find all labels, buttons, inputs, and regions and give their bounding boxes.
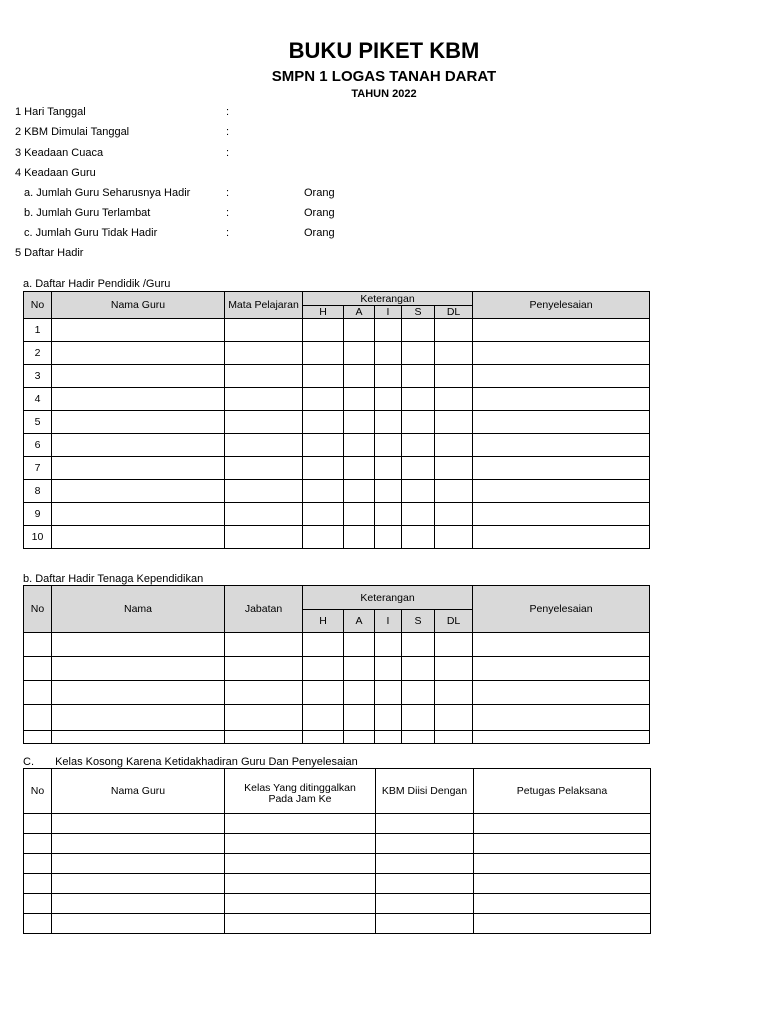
empty-cell: [402, 365, 435, 388]
table-row: [24, 731, 650, 744]
table-row: [24, 480, 650, 503]
header-resolution: Penyelesaian: [473, 586, 650, 633]
empty-cell: [375, 457, 402, 480]
form-field-unit: Orang: [304, 207, 335, 219]
empty-cell: [435, 480, 473, 503]
empty-cell: [225, 814, 376, 834]
empty-cell: [473, 503, 650, 526]
empty-cell: [473, 434, 650, 457]
table-c-caption: [23, 755, 358, 769]
empty-cell: [303, 411, 344, 434]
empty-cell: [473, 480, 650, 503]
empty-cell: [303, 731, 344, 744]
form-field-label: 1 Hari Tanggal: [15, 106, 86, 118]
empty-cell: [375, 365, 402, 388]
table-row: [24, 411, 650, 434]
header-officer: Petugas Pelaksana: [474, 769, 651, 814]
empty-cell: [375, 503, 402, 526]
staff-attendance-table: [23, 585, 650, 744]
empty-cell: [435, 657, 473, 681]
empty-cell: [24, 914, 52, 934]
empty-cell: [344, 480, 375, 503]
empty-cell: [474, 854, 651, 874]
table-row: [24, 434, 650, 457]
empty-cell: [435, 503, 473, 526]
empty-cell: [402, 411, 435, 434]
empty-cell: [52, 894, 225, 914]
empty-cell: [375, 388, 402, 411]
table-row: [24, 388, 650, 411]
empty-cell: [225, 731, 303, 744]
empty-cell: [344, 411, 375, 434]
table-row: [24, 633, 650, 657]
empty-cell: [344, 434, 375, 457]
empty-cell: [303, 342, 344, 365]
empty-cell: [52, 633, 225, 657]
empty-cell: [52, 814, 225, 834]
empty-cell: [303, 526, 344, 549]
empty-cell: [344, 657, 375, 681]
empty-cell: [344, 526, 375, 549]
empty-cell: [225, 681, 303, 705]
empty-cell: [473, 388, 650, 411]
empty-cell: [435, 633, 473, 657]
row-number: 10: [24, 526, 52, 549]
empty-cell: [473, 411, 650, 434]
table-row: [24, 705, 650, 731]
empty-cell: [435, 731, 473, 744]
empty-cell: [435, 457, 473, 480]
empty-cell: [402, 503, 435, 526]
empty-cell: [303, 480, 344, 503]
row-number: 5: [24, 411, 52, 434]
empty-cell: [435, 434, 473, 457]
empty-cell: [473, 657, 650, 681]
header-no: No: [24, 769, 52, 814]
empty-cell: [435, 526, 473, 549]
empty-cell: [344, 319, 375, 342]
empty-cell: [225, 633, 303, 657]
header-kbm-filled: KBM Diisi Dengan: [376, 769, 474, 814]
empty-cell: [52, 526, 225, 549]
empty-cell: [375, 526, 402, 549]
empty-cell: [344, 503, 375, 526]
table-row: [24, 503, 650, 526]
empty-cell: [375, 657, 402, 681]
table-row: [24, 342, 650, 365]
header-teacher-name: Nama Guru: [52, 292, 225, 319]
empty-cell: [376, 814, 474, 834]
empty-cell: [474, 914, 651, 934]
empty-cell: [375, 434, 402, 457]
empty-cell: [473, 633, 650, 657]
empty-cell: [344, 705, 375, 731]
empty-cell: [303, 457, 344, 480]
empty-cell: [225, 434, 303, 457]
table-row: [24, 681, 650, 705]
header-code-i: I: [375, 610, 402, 633]
empty-cell: [52, 434, 225, 457]
empty-cell: [473, 731, 650, 744]
header-code-h: H: [303, 306, 344, 319]
empty-cell: [402, 319, 435, 342]
empty-cell: [435, 342, 473, 365]
empty-cell: [52, 503, 225, 526]
empty-cell: [52, 854, 225, 874]
empty-cell: [435, 681, 473, 705]
empty-cell: [52, 705, 225, 731]
form-field-label: 4 Keadaan Guru: [15, 167, 96, 179]
empty-cell: [473, 526, 650, 549]
empty-cell: [474, 894, 651, 914]
empty-cell: [344, 457, 375, 480]
empty-cell: [344, 388, 375, 411]
empty-cell: [24, 657, 52, 681]
empty-cell: [24, 633, 52, 657]
year-label: TAHUN 2022: [351, 88, 417, 100]
table-row: [24, 319, 650, 342]
empty-cell: [52, 388, 225, 411]
empty-cell: [52, 342, 225, 365]
row-number: 7: [24, 457, 52, 480]
table-row: [24, 834, 651, 854]
form-field-unit: Orang: [304, 227, 335, 239]
header-class-left: [225, 769, 376, 814]
table-row: [24, 854, 651, 874]
table-c-caption-prefix: C.: [23, 756, 34, 768]
header-code-dl: DL: [435, 610, 473, 633]
header-code-i: I: [375, 306, 402, 319]
table-c-caption-text: Kelas Kosong Karena Ketidakhadiran Guru Dan Penyelesaian: [55, 756, 358, 768]
header-code-s: S: [402, 610, 435, 633]
empty-cell: [303, 434, 344, 457]
empty-cell: [473, 365, 650, 388]
empty-cell: [402, 526, 435, 549]
empty-cell: [473, 681, 650, 705]
header-keterangan: Keterangan: [303, 586, 473, 610]
empty-cell: [52, 834, 225, 854]
table-row: [24, 657, 650, 681]
empty-cell: [24, 681, 52, 705]
empty-cell: [344, 365, 375, 388]
empty-cell: [474, 874, 651, 894]
empty-cell: [376, 834, 474, 854]
table-row: [24, 874, 651, 894]
empty-cell: [24, 731, 52, 744]
empty-cell: [344, 633, 375, 657]
header-name: Nama: [52, 586, 225, 633]
empty-cell: [375, 319, 402, 342]
empty-cell: [375, 480, 402, 503]
empty-cell: [52, 681, 225, 705]
row-number: 9: [24, 503, 52, 526]
empty-cell: [376, 894, 474, 914]
header-keterangan: Keterangan: [303, 292, 473, 306]
empty-cell: [402, 705, 435, 731]
empty-cell: [435, 411, 473, 434]
form-field-label: c. Jumlah Guru Tidak Hadir: [24, 227, 158, 239]
school-name: SMPN 1 LOGAS TANAH DARAT: [271, 68, 497, 85]
empty-cell: [435, 319, 473, 342]
table-row: [24, 457, 650, 480]
header-no: No: [24, 292, 52, 319]
empty-cell: [52, 457, 225, 480]
empty-cell: [474, 814, 651, 834]
header-no: No: [24, 586, 52, 633]
form-field-unit: Orang: [304, 187, 335, 199]
empty-cell: [225, 342, 303, 365]
empty-cell: [435, 705, 473, 731]
empty-cell: [402, 434, 435, 457]
header-resolution: Penyelesaian: [473, 292, 650, 319]
form-field-colon: :: [226, 126, 230, 138]
empty-cell: [473, 457, 650, 480]
form-field-label: 2 KBM Dimulai Tanggal: [15, 126, 130, 138]
empty-cell: [474, 834, 651, 854]
empty-cell: [435, 365, 473, 388]
table-a-caption: a. Daftar Hadir Pendidik /Guru: [23, 278, 171, 290]
row-number: 6: [24, 434, 52, 457]
table-b-caption: b. Daftar Hadir Tenaga Kependidikan: [23, 573, 204, 585]
header-code-a: A: [344, 610, 375, 633]
header-code-dl: DL: [435, 306, 473, 319]
page-title: BUKU PIKET KBM: [288, 38, 480, 63]
form-field-colon: :: [226, 227, 230, 239]
empty-cell: [225, 388, 303, 411]
header-class-left-line2: Pada Jam Ke: [268, 793, 332, 805]
empty-cell: [52, 731, 225, 744]
empty-cell: [225, 365, 303, 388]
empty-cell: [52, 365, 225, 388]
row-number: 8: [24, 480, 52, 503]
empty-cell: [225, 854, 376, 874]
empty-cell: [52, 874, 225, 894]
table-row: [24, 814, 651, 834]
empty-cell: [303, 705, 344, 731]
form-field-colon: :: [226, 187, 230, 199]
empty-cell: [473, 342, 650, 365]
empty-cell: [24, 705, 52, 731]
form-field-colon: :: [226, 106, 230, 118]
empty-cell: [303, 365, 344, 388]
header-teacher-name: Nama Guru: [52, 769, 225, 814]
empty-cell: [24, 894, 52, 914]
empty-cell: [375, 705, 402, 731]
empty-cell: [376, 914, 474, 934]
header-code-h: H: [303, 610, 344, 633]
empty-cell: [402, 633, 435, 657]
empty-cell: [375, 411, 402, 434]
empty-cell: [225, 411, 303, 434]
empty-cell: [303, 503, 344, 526]
empty-cell: [225, 914, 376, 934]
table-row: [24, 894, 651, 914]
empty-cell: [303, 681, 344, 705]
empty-cell: [225, 874, 376, 894]
empty-cell: [225, 526, 303, 549]
empty-cell: [24, 854, 52, 874]
empty-cell: [402, 657, 435, 681]
empty-cell: [402, 342, 435, 365]
empty-cell: [375, 342, 402, 365]
empty-cell: [225, 705, 303, 731]
empty-cell: [225, 657, 303, 681]
empty-cell: [52, 480, 225, 503]
empty-cell: [473, 705, 650, 731]
empty-cell: [52, 657, 225, 681]
header-code-s: S: [402, 306, 435, 319]
empty-cell: [24, 834, 52, 854]
table-row: [24, 365, 650, 388]
row-number: 1: [24, 319, 52, 342]
empty-cell: [375, 633, 402, 657]
header-class-left-line1: Kelas Yang ditinggalkan: [244, 782, 356, 794]
table-row: [24, 526, 650, 549]
empty-cell: [344, 731, 375, 744]
empty-cell: [303, 633, 344, 657]
row-number: 4: [24, 388, 52, 411]
empty-cell: [473, 319, 650, 342]
empty-cell: [375, 681, 402, 705]
empty-cell: [303, 388, 344, 411]
header-subject: Mata Pelajaran: [225, 292, 303, 319]
form-field-label: a. Jumlah Guru Seharusnya Hadir: [24, 187, 191, 199]
empty-cell: [225, 319, 303, 342]
empty-cell: [225, 834, 376, 854]
empty-cell: [225, 503, 303, 526]
form-field-colon: :: [226, 147, 230, 159]
empty-cell: [24, 874, 52, 894]
empty-cell: [402, 480, 435, 503]
empty-cell: [225, 457, 303, 480]
empty-cell: [225, 894, 376, 914]
form-field-colon: :: [226, 207, 230, 219]
empty-class-table: [23, 768, 651, 934]
empty-cell: [435, 388, 473, 411]
empty-cell: [52, 914, 225, 934]
row-number: 3: [24, 365, 52, 388]
empty-cell: [402, 388, 435, 411]
teacher-attendance-table: [23, 291, 650, 549]
form-field-label: b. Jumlah Guru Terlambat: [24, 207, 151, 219]
table-row: [24, 914, 651, 934]
empty-cell: [402, 731, 435, 744]
form-field-label: 3 Keadaan Cuaca: [15, 147, 104, 159]
empty-cell: [402, 681, 435, 705]
empty-cell: [225, 480, 303, 503]
empty-cell: [24, 814, 52, 834]
row-number: 2: [24, 342, 52, 365]
empty-cell: [303, 319, 344, 342]
empty-cell: [344, 681, 375, 705]
empty-cell: [344, 342, 375, 365]
header-position: Jabatan: [225, 586, 303, 633]
empty-cell: [52, 319, 225, 342]
form-field-label: 5 Daftar Hadir: [15, 247, 84, 259]
empty-cell: [376, 854, 474, 874]
empty-cell: [402, 457, 435, 480]
header-code-a: A: [344, 306, 375, 319]
empty-cell: [376, 874, 474, 894]
empty-cell: [375, 731, 402, 744]
empty-cell: [303, 657, 344, 681]
empty-cell: [52, 411, 225, 434]
